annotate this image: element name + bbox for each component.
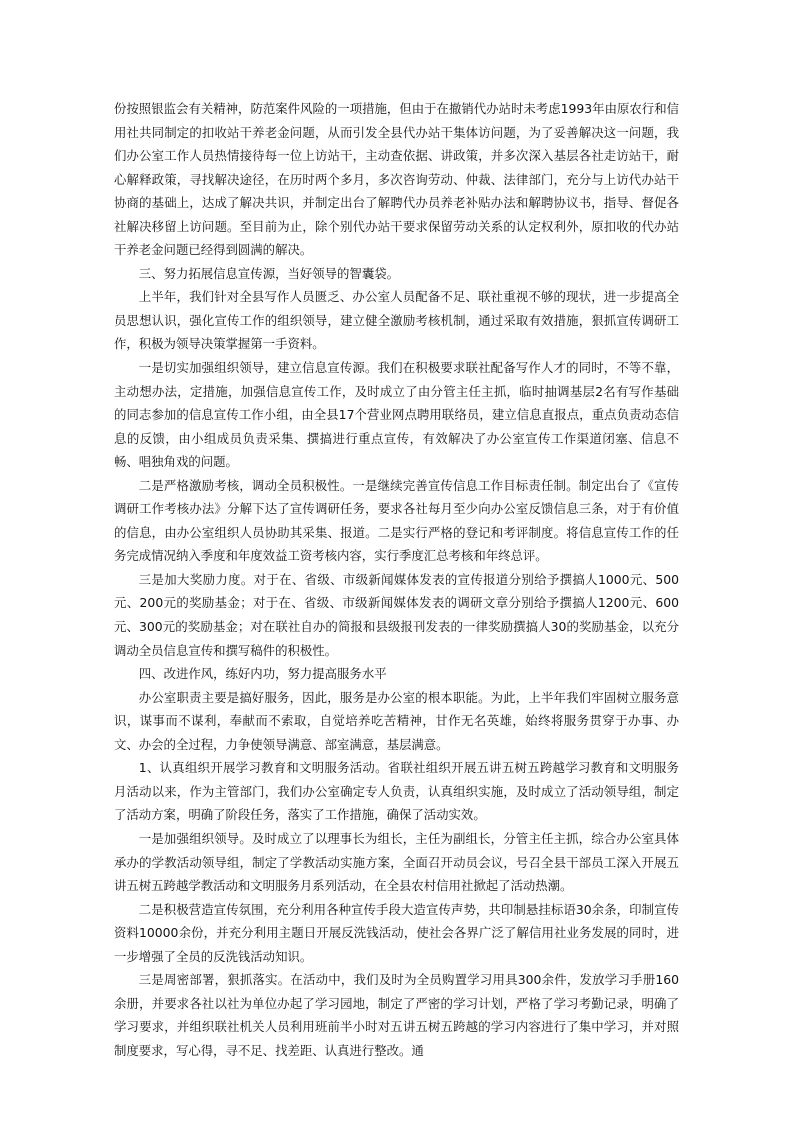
- section-heading-three: 三、努力拓展信息宣传源，当好领导的智囊袋。: [138, 265, 399, 281]
- paragraph: 一是加强组织领导。及时成立了以理事长为组长，主任为副组长，分管主任主抓，综合办公室具体承办的学教活动领导组，制定了学教活动实施方案，全面召开动员会议，号召全县干部员工深入开展五讲五树五跨越学教活动和文明服务月系列活动，在全县农村信用社掀起了活动热潮。: [114, 830, 679, 894]
- subsection-heading: 1、认真组织开展学习教育和文明服务活动。省联社组织开展五讲五树五跨越学习教育和文明服务月活动以来，作为主管部门，我们办公室确定专人负责，认真组织实施，及时成立了活动领导组，制定了活动方案，明确了阶段任务，落实了工作措施，确保了活动实效。: [114, 760, 679, 823]
- paragraph: 一是切实加强组织领导，建立信息宣传源。我们在积极要求联社配备写作人才的同时，不等不靠，主动想办法，定措施，加强信息宣传工作，及时成立了由分管主任主抓，临时抽调基层2名有写作基础的同志参加的信息宣传工作小组，由全县17个营业网点聘用联络员，建立信息直报点，重点负责动态信息的反馈，由小组成员负责采集、撰搞进行重点宣传，有效解决了办公室宣传工作渠道闭塞、信息不畅、唱独角戏的问题。: [114, 360, 679, 470]
- paragraph: 办公室职责主要是搞好服务，因此，服务是办公室的根本职能。为此，上半年我们牢固树立服务意识，谋事而不谋利，奉献而不索取，自觉培养吃苦精神，甘作无名英雄，始终将服务贯穿于办事、办文、办会的全过程，力争使领导满意、部室满意，基层满意。: [114, 689, 679, 752]
- paragraph: 三是加大奖励力度。对于在、省级、市级新闻媒体发表的宣传报道分别给予撰搞人1000元、500元、200元的奖励基金；对于在、省级、市级新闻媒体发表的调研文章分别给予撰搞人1200元、600元、300元的奖励基金；对在联社自办的简报和县级报刊发表的一律奖励撰搞人30的奖励基金，以充分调动全员信息宣传和撰写稿件的积极性。: [114, 571, 679, 658]
- paragraph: 三是周密部署，狠抓落实。在活动中，我们及时为全员购置学习用具300余件，发放学习手册160余册，并要求各社以社为单位办起了学习园地，制定了严密的学习计划，严格了学习考勤记录，明确了学习要求，并组织联社机关人员利用班前半小时对五讲五树五跨越的学习内容进行了集中学习，并对照制度要求，写心得，寻不足、找差距、认真进行整改。通: [114, 972, 679, 1058]
- paragraph: 二是积极营造宣传氛围，充分利用各种宣传手段大造宣传声势，共印制悬挂标语30余条，印制宣传资料10000余份，并充分利用主题日开展反洗钱活动，使社会各界广泛了解信用社业务发展的同时，进一步增强了全员的反洗钱活动知识。: [114, 901, 679, 964]
- paragraph: 上半年，我们针对全县写作人员匮乏、办公室人员配备不足、联社重视不够的现状，进一步提高全员思想认识，强化宣传工作的组织领导，建立健全激励考核机制，通过采取有效措施，狠抓宣传调研工作，积极为领导决策掌握第一手资料。: [114, 289, 679, 352]
- section-heading-four: 四、改进作风，练好内功，努力提高服务水平: [138, 666, 387, 682]
- document-body: [114, 97, 679, 1062]
- paragraph-intro-continued: 份按照银监会有关精神，防范案件风险的一项措施，但由于在撤销代办站时未考虑1993年由原农行和信用社共同制定的扣收站干养老金问题，从而引发全县代办站干集体访问题，为了妥善解决这一问题，我们办公室工作人员热情接待每一位上访站干，主动查依据、讲政策，并多次深入基层各社走访站干，耐心解释政策，寻找解决途径，在历时两个多月，多次咨询劳动、仲裁、法律部门，充分与上访代办站干协商的基础上，达成了解决共识，并制定出台了解聘代办员养老补贴办法和解聘协议书，指导、督促各社解决移留上访问题。至目前为止，除个别代办站干要求保留劳动关系的认定权利外，原扣收的代办站干养老金问题已经得到圆满的解决。: [114, 101, 679, 258]
- paragraph: 二是严格激励考核，调动全员积极性。一是继续完善宣传信息工作目标责任制。制定出台了《宣传调研工作考核办法》分解下达了宣传调研任务，要求各社每月至少向办公室反馈信息三条，对于有价值的信息，由办公室组织人员协助其采集、报道。二是实行严格的登记和考评制度。将信息宣传工作的任务完成情况纳入季度和年度效益工资考核内容，实行季度汇总考核和年终总评。: [114, 477, 679, 564]
